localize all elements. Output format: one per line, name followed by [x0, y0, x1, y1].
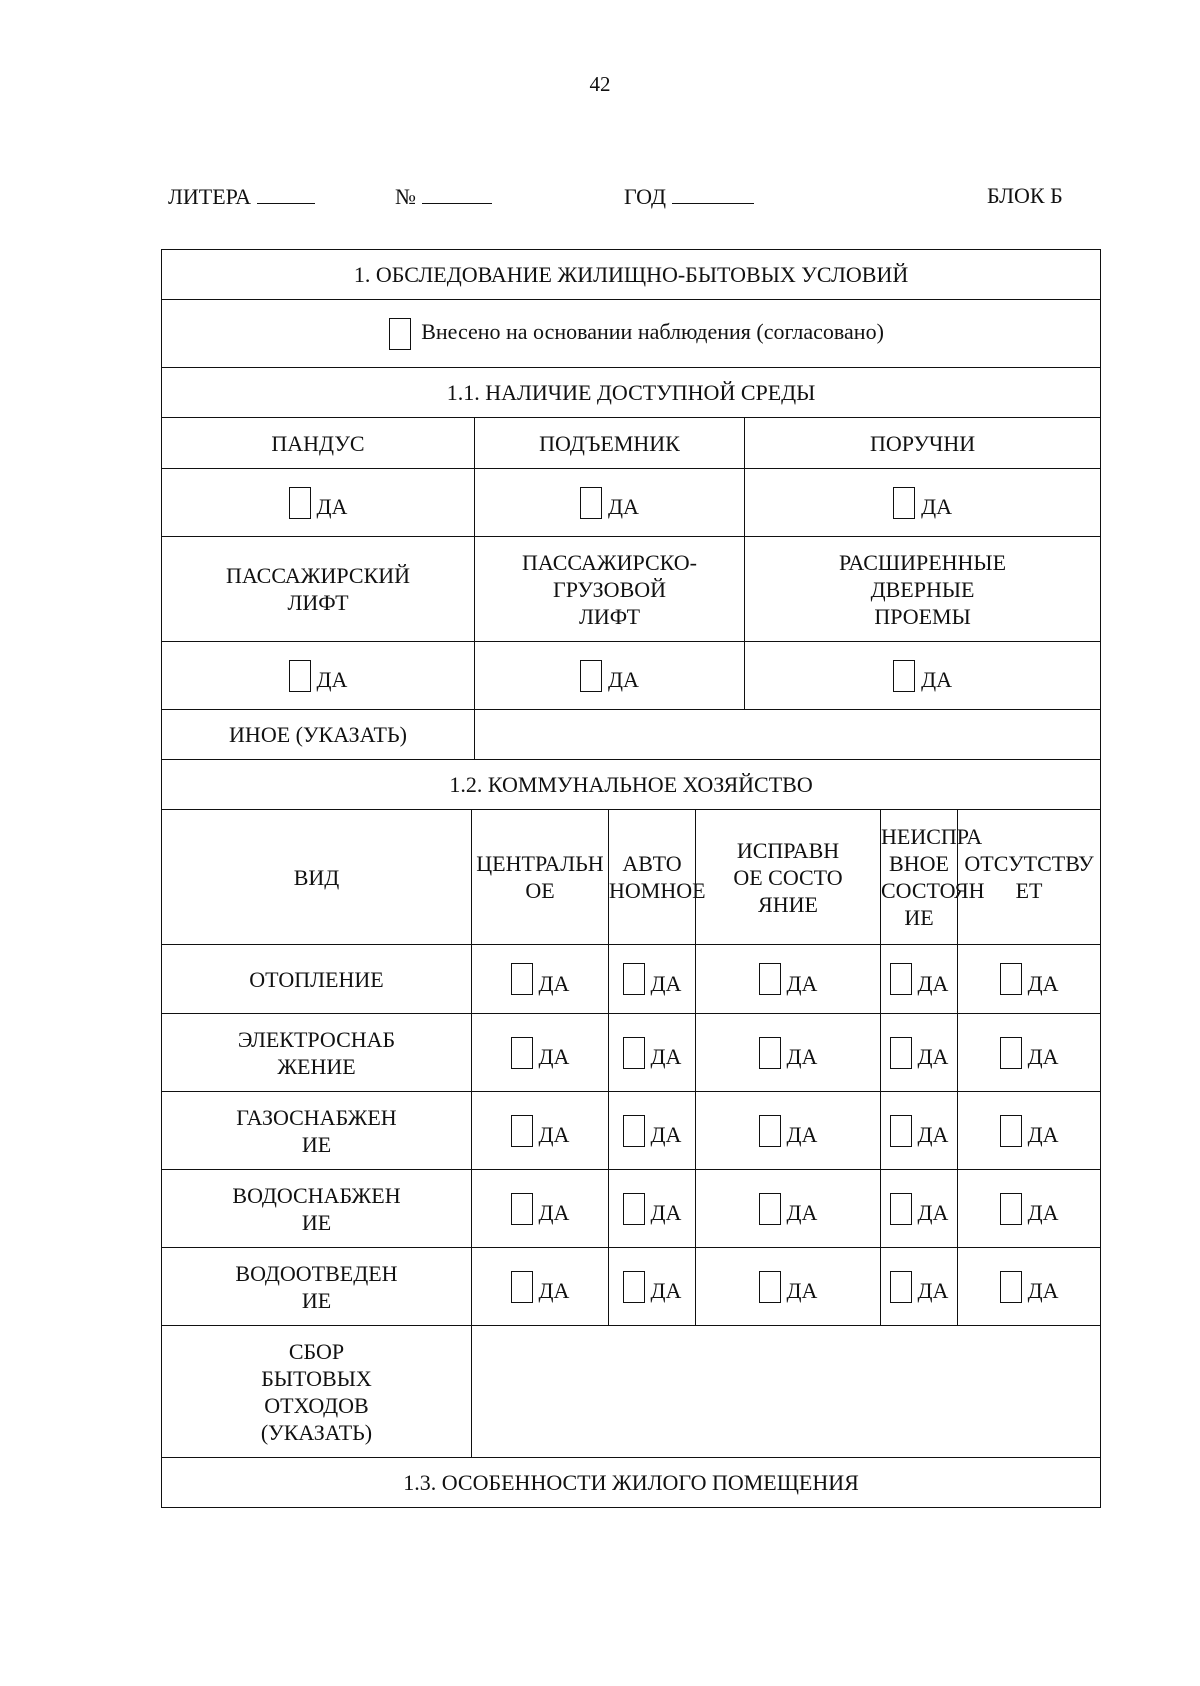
litera-field: [168, 183, 315, 210]
yes-label: ДА: [917, 1044, 949, 1069]
yes-label: ДА: [917, 1122, 949, 1147]
electricity-absent-checkbox[interactable]: [1000, 1037, 1022, 1069]
col-faulty: НЕИСПРА ВНОЕ СОСТОЯН ИЕ: [881, 810, 958, 945]
waste-collection-input-cell[interactable]: [472, 1326, 1101, 1458]
row-drainage: ВОДООТВЕДЕН ИЕ: [162, 1248, 472, 1326]
electricity-autonomous-checkbox[interactable]: [623, 1037, 645, 1069]
yes-label: ДА: [921, 667, 952, 692]
yes-label: ДА: [786, 1122, 818, 1147]
wide-doorways-checkbox[interactable]: [893, 660, 915, 692]
heating-central-checkbox[interactable]: [511, 963, 533, 995]
row-gas: ГАЗОСНАБЖЕН ИЕ: [162, 1092, 472, 1170]
observation-checkbox[interactable]: [389, 318, 411, 350]
gas-faulty-checkbox[interactable]: [890, 1115, 912, 1147]
yes-label: ДА: [1027, 1122, 1059, 1147]
header-ramp: ПАНДУС: [162, 418, 475, 469]
observation-note: Внесено на основании наблюдения (согласовано): [421, 318, 884, 344]
yes-label: ДА: [538, 970, 570, 996]
heating-autonomous-checkbox[interactable]: [623, 963, 645, 995]
electricity-central-cell: [472, 1014, 609, 1092]
row-waste-collection: СБОР БЫТОВЫХ ОТХОДОВ (УКАЗАТЬ): [162, 1326, 472, 1458]
water-supply-faulty-cell: [881, 1170, 958, 1248]
yes-label: ДА: [650, 1200, 682, 1225]
litera-label: ЛИТЕРА: [168, 184, 251, 209]
drainage-autonomous-cell: [609, 1248, 696, 1326]
row-electricity: ЭЛЕКТРОСНАБ ЖЕНИЕ: [162, 1014, 472, 1092]
row-water-supply: ВОДОСНАБЖЕН ИЕ: [162, 1170, 472, 1248]
number-field: [395, 183, 492, 210]
page-number: 42: [589, 72, 611, 96]
col-type: ВИД: [162, 810, 472, 945]
yes-label: ДА: [1027, 1200, 1059, 1225]
handrails-yes-cell: [745, 469, 1101, 537]
water-supply-autonomous-cell: [609, 1170, 696, 1248]
col-working: ИСПРАВН ОЕ СОСТО ЯНИЕ: [696, 810, 881, 945]
drainage-central-checkbox[interactable]: [511, 1271, 533, 1303]
drainage-faulty-cell: [881, 1248, 958, 1326]
lift-checkbox[interactable]: [580, 487, 602, 519]
water-supply-central-checkbox[interactable]: [511, 1193, 533, 1225]
col-central: ЦЕНТРАЛЬН ОЕ: [472, 810, 609, 945]
yes-label: ДА: [650, 1278, 682, 1303]
yes-label: ДА: [316, 667, 348, 692]
header-row: [0, 183, 1200, 213]
gas-faulty-cell: [881, 1092, 958, 1170]
yes-label: ДА: [921, 494, 952, 519]
block-label: БЛОК Б: [987, 183, 1063, 208]
drainage-absent-checkbox[interactable]: [1000, 1271, 1022, 1303]
freight-elevator-checkbox[interactable]: [580, 660, 602, 692]
yes-label: ДА: [608, 667, 639, 692]
yes-label: ДА: [786, 1278, 818, 1303]
yes-label: ДА: [1027, 1278, 1059, 1303]
yes-label: ДА: [650, 1044, 682, 1069]
yes-label: ДА: [786, 970, 818, 996]
gas-working-checkbox[interactable]: [759, 1115, 781, 1147]
heating-central-cell: [472, 945, 609, 1014]
year-blank[interactable]: [672, 183, 754, 204]
survey-form-table: [161, 249, 1101, 1508]
header-freight-elevator: ПАССАЖИРСКО- ГРУЗОВОЙ ЛИФТ: [475, 537, 745, 642]
heating-faulty-cell: [881, 945, 958, 1014]
col-autonomous: АВТО НОМНОЕ: [609, 810, 696, 945]
drainage-central-cell: [472, 1248, 609, 1326]
wide-doorways-yes-cell: [745, 642, 1101, 710]
yes-label: ДА: [917, 1200, 949, 1225]
drainage-faulty-checkbox[interactable]: [890, 1271, 912, 1303]
yes-label: ДА: [538, 1122, 570, 1147]
ramp-checkbox[interactable]: [289, 487, 311, 519]
year-label: ГОД: [624, 184, 666, 209]
drainage-autonomous-checkbox[interactable]: [623, 1271, 645, 1303]
gas-working-cell: [696, 1092, 881, 1170]
freight-elevator-yes-cell: [475, 642, 745, 710]
passenger-elevator-checkbox[interactable]: [289, 660, 311, 692]
heating-working-cell: [696, 945, 881, 1014]
yes-label: ДА: [316, 494, 348, 519]
yes-label: ДА: [1027, 1044, 1059, 1069]
gas-central-checkbox[interactable]: [511, 1115, 533, 1147]
gas-central-cell: [472, 1092, 609, 1170]
heating-absent-checkbox[interactable]: [1000, 963, 1022, 995]
heating-faulty-checkbox[interactable]: [890, 963, 912, 995]
observation-note-row: [162, 300, 1101, 368]
water-supply-faulty-checkbox[interactable]: [890, 1193, 912, 1225]
yes-label: ДА: [786, 1200, 818, 1225]
number-blank[interactable]: [422, 183, 492, 204]
other-input-cell[interactable]: [475, 710, 1101, 760]
ramp-yes-cell: [162, 469, 475, 537]
electricity-working-cell: [696, 1014, 881, 1092]
lift-yes-cell: [475, 469, 745, 537]
passenger-elevator-yes-cell: [162, 642, 475, 710]
col-absent: ОТСУТСТВУ ЕТ: [958, 810, 1101, 945]
water-supply-absent-checkbox[interactable]: [1000, 1193, 1022, 1225]
yes-label: ДА: [538, 1200, 570, 1225]
water-supply-autonomous-checkbox[interactable]: [623, 1193, 645, 1225]
electricity-working-checkbox[interactable]: [759, 1037, 781, 1069]
yes-label: ДА: [538, 1044, 570, 1069]
section-1-title: 1. ОБСЛЕДОВАНИЕ ЖИЛИЩНО-БЫТОВЫХ УСЛОВИЙ: [162, 250, 1101, 300]
section-1-2-title: 1.2. КОММУНАЛЬНОЕ ХОЗЯЙСТВО: [162, 760, 1101, 810]
electricity-faulty-checkbox[interactable]: [890, 1037, 912, 1069]
electricity-autonomous-cell: [609, 1014, 696, 1092]
water-supply-central-cell: [472, 1170, 609, 1248]
drainage-working-checkbox[interactable]: [759, 1271, 781, 1303]
electricity-central-checkbox[interactable]: [511, 1037, 533, 1069]
water-supply-absent-cell: [958, 1170, 1101, 1248]
year-field: [624, 183, 754, 210]
drainage-working-cell: [696, 1248, 881, 1326]
litera-blank[interactable]: [257, 183, 315, 204]
gas-absent-checkbox[interactable]: [1000, 1115, 1022, 1147]
yes-label: ДА: [786, 1044, 818, 1069]
yes-label: ДА: [917, 1278, 949, 1303]
drainage-absent-cell: [958, 1248, 1101, 1326]
header-wide-doorways: РАСШИРЕННЫЕ ДВЕРНЫЕ ПРОЕМЫ: [745, 537, 1101, 642]
header-handrails: ПОРУЧНИ: [745, 418, 1101, 469]
header-lift: ПОДЪЕМНИК: [475, 418, 745, 469]
water-supply-working-checkbox[interactable]: [759, 1193, 781, 1225]
handrails-checkbox[interactable]: [893, 487, 915, 519]
number-label: №: [395, 184, 416, 209]
yes-label: ДА: [608, 494, 639, 519]
section-1-1-title: 1.1. НАЛИЧИЕ ДОСТУПНОЙ СРЕДЫ: [162, 368, 1101, 418]
section-1-3-title: 1.3. ОСОБЕННОСТИ ЖИЛОГО ПОМЕЩЕНИЯ: [162, 1458, 1101, 1508]
electricity-absent-cell: [958, 1014, 1101, 1092]
yes-label: ДА: [1027, 970, 1059, 996]
yes-label: ДА: [917, 970, 949, 996]
yes-label: ДА: [538, 1278, 570, 1303]
yes-label: ДА: [650, 970, 682, 996]
row-heating: ОТОПЛЕНИЕ: [162, 945, 472, 1014]
other-label: ИНОЕ (УКАЗАТЬ): [162, 710, 475, 760]
gas-absent-cell: [958, 1092, 1101, 1170]
electricity-faulty-cell: [881, 1014, 958, 1092]
gas-autonomous-checkbox[interactable]: [623, 1115, 645, 1147]
header-passenger-elevator: ПАССАЖИРСКИЙ ЛИФТ: [162, 537, 475, 642]
heating-absent-cell: [958, 945, 1101, 1014]
heating-autonomous-cell: [609, 945, 696, 1014]
gas-autonomous-cell: [609, 1092, 696, 1170]
heating-working-checkbox[interactable]: [759, 963, 781, 995]
water-supply-working-cell: [696, 1170, 881, 1248]
yes-label: ДА: [650, 1122, 682, 1147]
